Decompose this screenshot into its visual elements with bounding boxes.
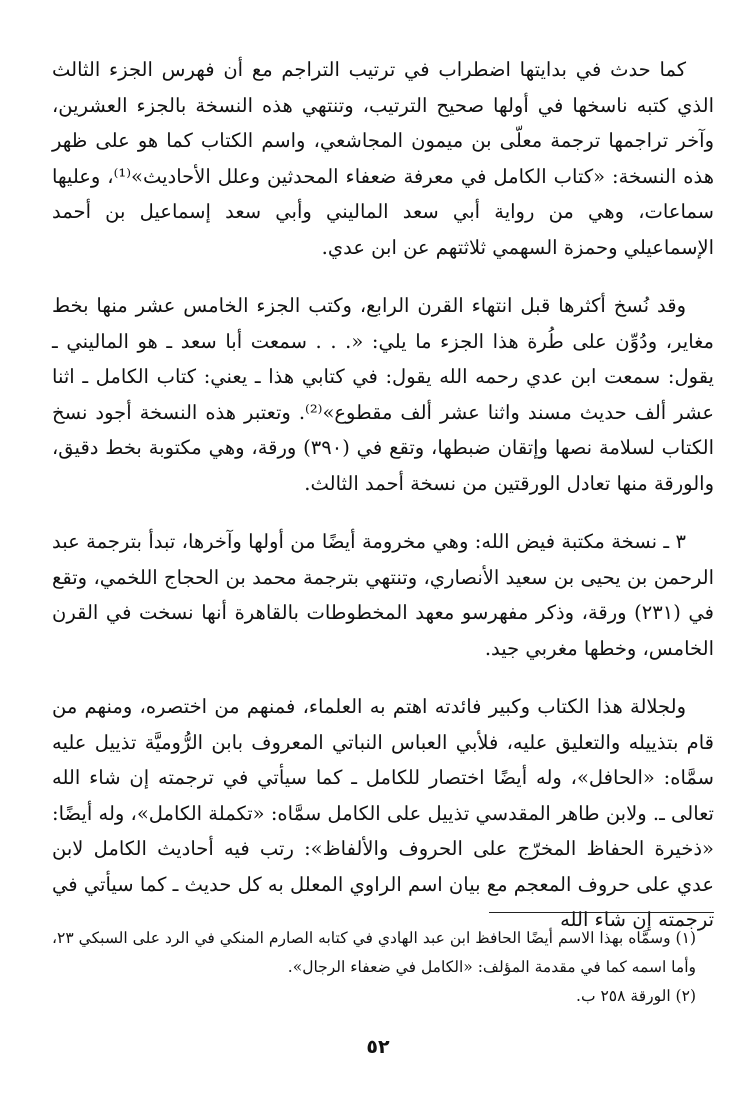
paragraph: ٣ ـ نسخة مكتبة فيض الله: وهي مخرومة أيضًا من أولها وآخرها، تبدأ بترجمة عبد الرحمن بن يحيى بن سعيد الأنصاري، وتنتهي بترجمة محمد بن الحجاج اللخمي، وتقع في (٢٣١) ورقة، وذكر مفهرسو معهد المخطوطات بالقاهرة أنها نسخت في القرن الخامس، وخطها مغربي جيد. — [52, 530, 714, 660]
main-text — [52, 52, 714, 961]
footnote-divider — [489, 912, 714, 913]
page-number: ٥٢ — [366, 1036, 390, 1058]
footnote: (٢) الورقة ٢٥٨ ب. — [576, 987, 696, 1005]
paragraph: وقد نُسخ أكثرها قبل انتهاء القرن الرابع، وكتب الجزء الخامس عشر منها بخط مغاير، ودُوِّن على طُرة هذا الجزء ما يلي: «. . . سمعت أبا سعد ـ هو الماليني ـ يقول: سمعت ابن عدي رحمه الله يقول: في كتابي هذا ـ يعني: كتاب الكامل ـ اثنا عشر ألف حديث مسند واثنا عشر ألف مقطوع»⁽²⁾. وتعتبر هذه النسخة أجود نسخ الكتاب لسلامة نصها وإتقان ضبطها، وتقع في (٣٩٠) ورقة، وهي مكتوبة بخط دقيق، والورقة منها تعادل الورقتين من نسخة أحمد الثالث. — [52, 294, 714, 495]
footnote: (١) وسمَّاه بهذا الاسم أيضًا الحافظ ابن عبد الهادي في كتابه الصارم المنكي في الرد على السبكي ٢٣، وأما اسمه كما في مقدمة المؤلف: «الكامل في ضعفاء الرجال». — [52, 929, 696, 976]
paragraph: كما حدث في بدايتها اضطراب في ترتيب التراجم مع أن فهرس الجزء الثالث الذي كتبه ناسخها في أولها صحيح الترتيب، وتنتهي هذه النسخة بالجزء العشرين، وآخر تراجمها ترجمة معلّى بن ميمون المجاشعي، واسم الكتاب كما هو على ظهر هذه النسخة: «كتاب الكامل في معرفة ضعفاء المحدثين وعلل الأحاديث»⁽¹⁾، وعليها سماعات، وهي من رواية أبي سعد الماليني وأبي سعد إسماعيل بن أحمد الإسماعيلي وحمزة السهمي ثلاثتهم عن ابن عدي. — [52, 58, 714, 259]
paragraph: ولجلالة هذا الكتاب وكبير فائدته اهتم به العلماء، فمنهم من اختصره، ومنهم من قام بتذييله والتعليق عليه، فلأبي العباس النباتي المعروف بابن الرُّوميَّة تذييل عليه سمَّاه: «الحافل»، وله أيضًا اختصار للكامل ـ كما سيأتي في ترجمته إن شاء الله تعالى ـ. ولابن طاهر المقدسي تذييل على الكامل سمَّاه: «تكملة الكامل»، وله أيضًا: «ذخيرة الحفاظ المخرّج على الحروف والألفاظ»: رتب فيه أحاديث الكامل لابن عدي على حروف المعجم مع بيان اسم الراوي المعلل به كل حديث ـ كما سيأتي في ترجمته إن شاء الله — [52, 695, 714, 931]
footnotes — [52, 924, 714, 1011]
